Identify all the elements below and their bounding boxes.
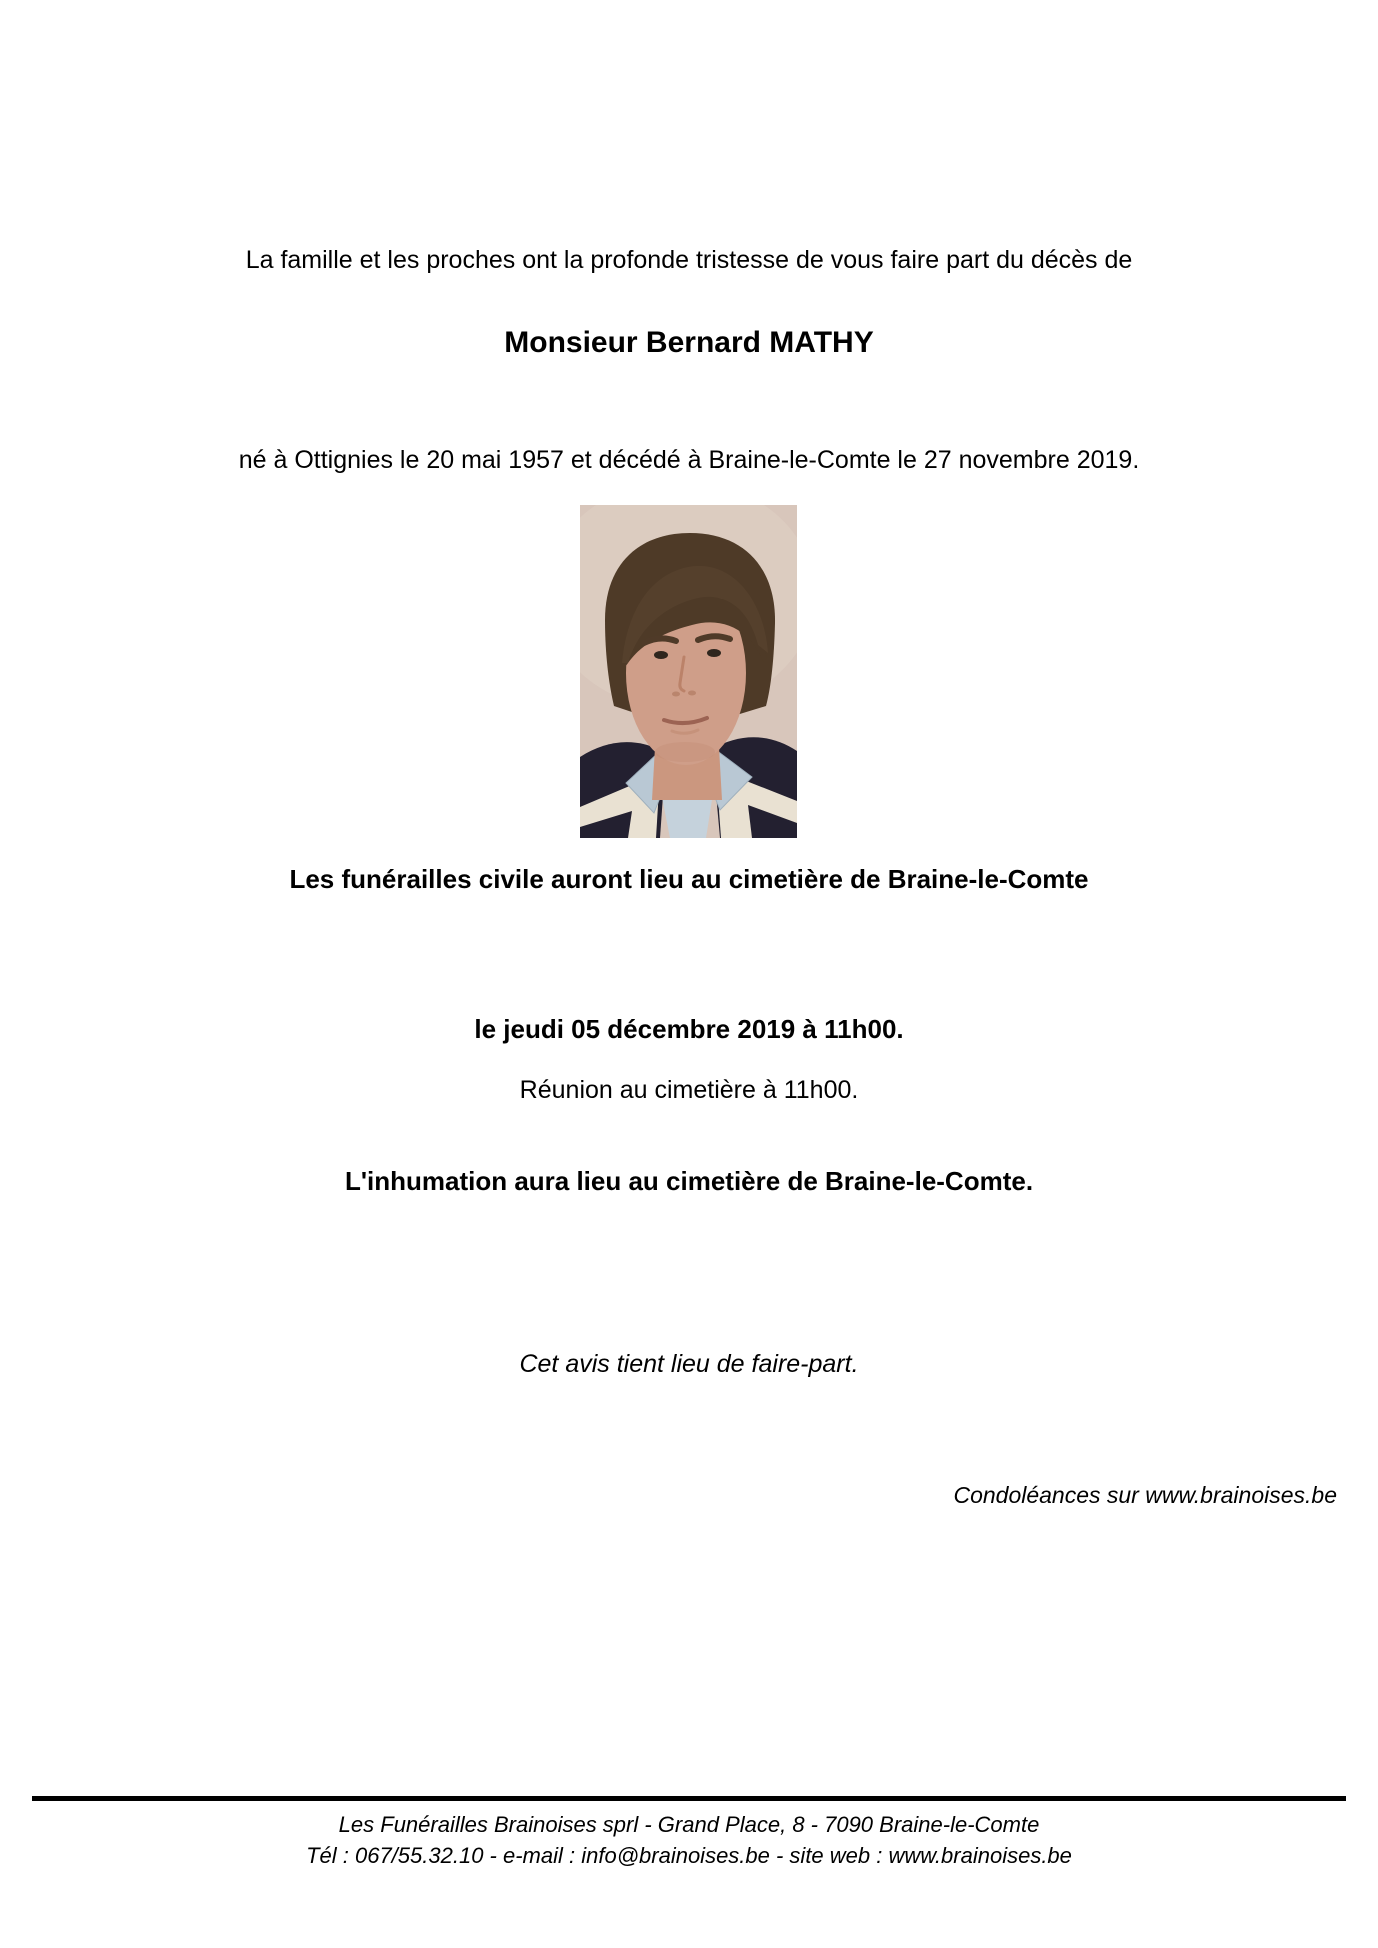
funeral-announcement-line: Les funérailles civile auront lieu au cimetière de Braine-le-Comte <box>289 864 1089 894</box>
burial-line: L'inhumation aura lieu au cimetière de Braine-le-Comte. <box>344 1166 1034 1196</box>
meeting-line: Réunion au cimetière à 11h00. <box>519 1076 859 1104</box>
footer-company-line: Les Funérailles Brainoises sprl - Grand Place, 8 - 7090 Braine-le-Comte <box>338 1812 1040 1837</box>
portrait-photo <box>580 505 797 838</box>
intro-line: La famille et les proches ont la profonde tristesse de vous faire part du décès de <box>245 246 1133 274</box>
footer-contact-line: Tél : 067/55.32.10 - e-mail : info@brainoises.be - site web : www.brainoises.be <box>306 1843 1072 1868</box>
footer-divider <box>32 1796 1346 1801</box>
notice-line: Cet avis tient lieu de faire-part. <box>519 1350 859 1378</box>
deceased-name: Monsieur Bernard MATHY <box>504 326 874 359</box>
birth-death-line: né à Ottignies le 20 mai 1957 et décédé à Braine-le-Comte le 27 novembre 2019. <box>238 446 1140 474</box>
condolences-line: Condoléances sur www.brainoises.be <box>953 1482 1337 1508</box>
ceremony-date-line: le jeudi 05 décembre 2019 à 11h00. <box>474 1014 904 1044</box>
